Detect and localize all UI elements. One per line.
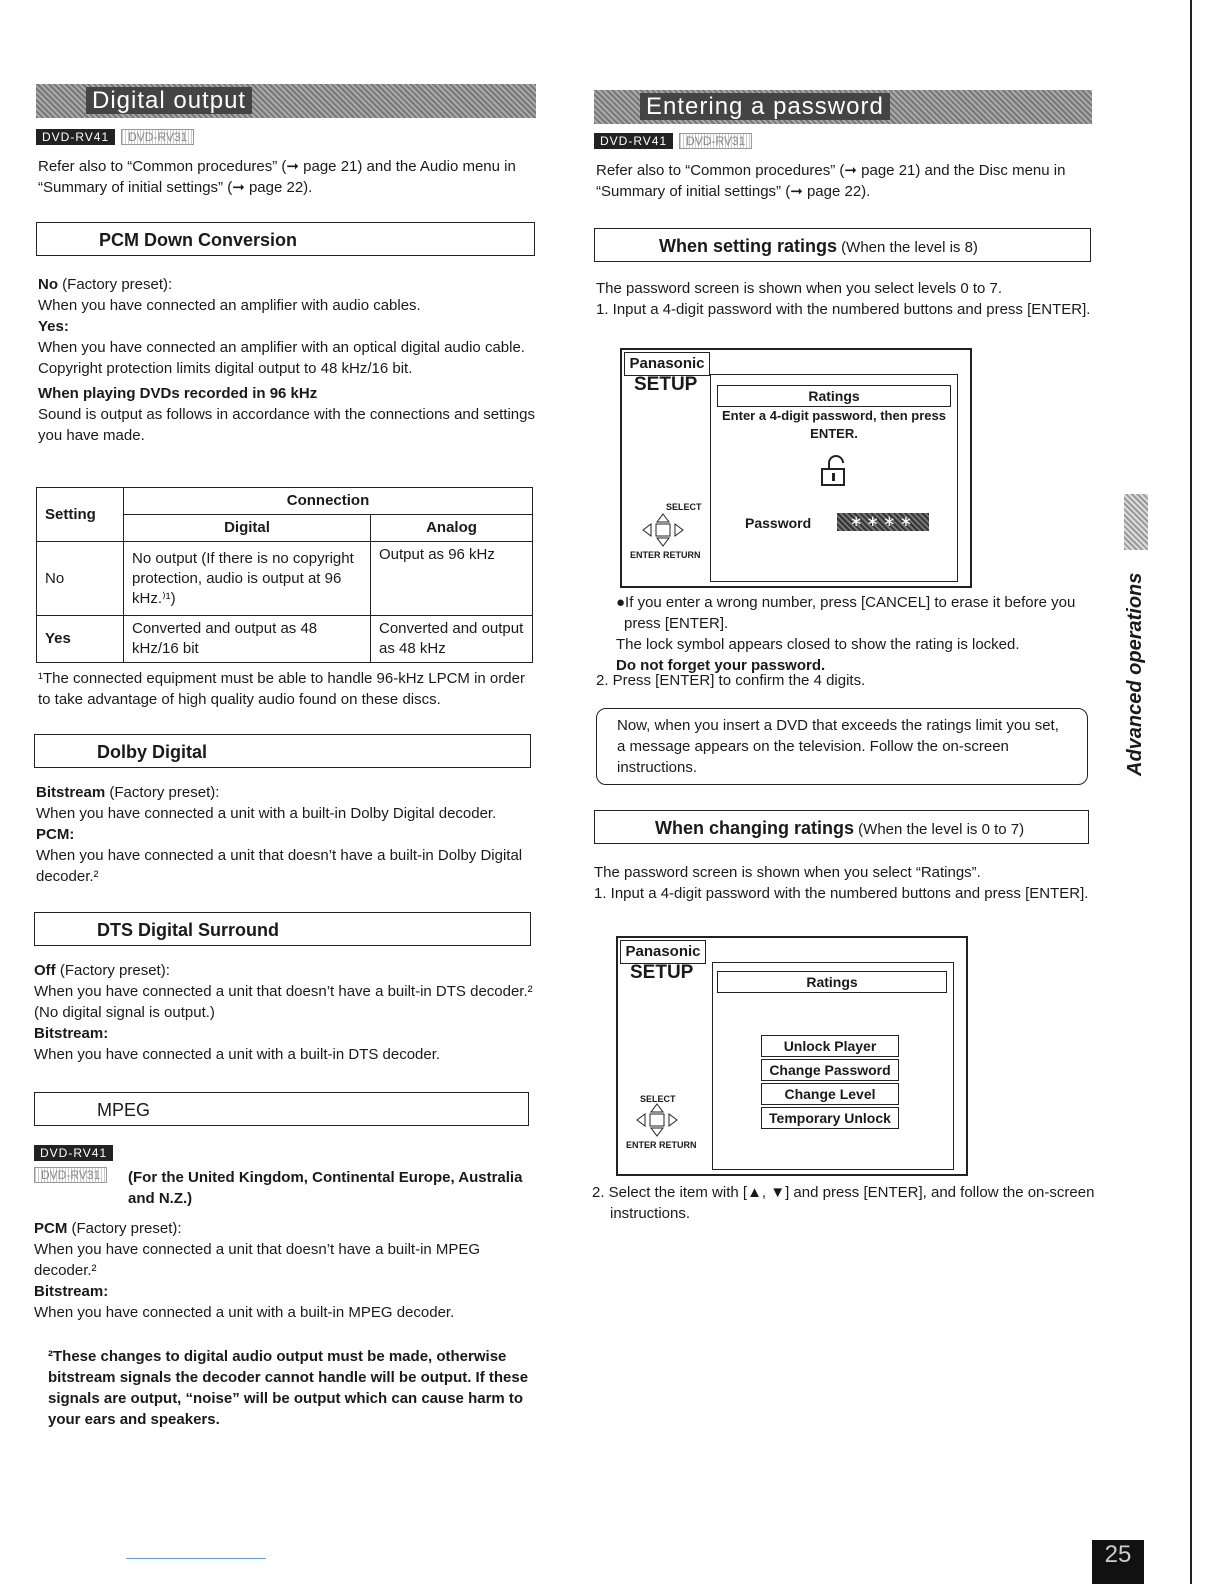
ratings-menu: [761, 1035, 899, 1131]
model-badge-secondary: DVD-RV31: [679, 133, 752, 149]
password-prompt: Enter a 4-digit password, then press ENTER.: [722, 408, 946, 441]
dolby-options: Bitstream (Factory preset): When you have connected a unit with a built-in Dolby Digital decoder. PCM: When you have connected a unit that doesn’t have a built-in Dolby Digital decoder.²: [36, 784, 523, 885]
panel-title: Ratings: [717, 385, 951, 407]
dpad-icon: [634, 1102, 680, 1138]
section-title-digital-output: Digital output: [36, 84, 536, 118]
table-header-analog: Analog: [371, 515, 533, 542]
page-number: 25: [1092, 1540, 1144, 1584]
page-edge: [1190, 0, 1192, 1584]
ratings-panel: [712, 962, 954, 1170]
ratings-menu-screen: [616, 936, 968, 1176]
password-field[interactable]: ∗∗∗∗: [837, 513, 929, 531]
model-badge: DVD-RV41: [594, 133, 673, 149]
dpad-icon: [640, 512, 686, 548]
model-badge: DVD-RV41: [36, 129, 115, 145]
sidebar-label: Advanced operations: [1124, 572, 1146, 776]
model-badges: [36, 128, 194, 146]
ratings-panel: [710, 374, 958, 582]
dolby-heading: Dolby Digital: [34, 734, 531, 768]
setting-ratings-text: The password screen is shown when you select levels 0 to 7. 1. Input a 4-digit password with the numbered buttons and press [ENTER].: [596, 280, 1091, 318]
dts-heading: DTS Digital Surround: [34, 912, 531, 946]
table-header-connection: Connection: [124, 488, 533, 515]
sidebar-tab: [1124, 494, 1148, 550]
dts-options: Off (Factory preset): When you have connected a unit that doesn’t have a built-in DTS decoder.² (No digital signal is output.) Bitstream: When you have connected a unit with a built-in DTS decoder.: [34, 962, 533, 1063]
pcm-options: No (Factory preset): When you have connected an amplifier with audio cables. Yes: When you have connected an amplifier with an optical digital audio cable. Copyright protection limits digital output to 48 kHz/16 bit. When playing DVDs recorded in 96 kHz Sound is output as follows in accordance with the connections and settings you have made.: [38, 276, 535, 444]
changing-ratings-text: The password screen is shown when you select “Ratings”. 1. Input a 4-digit password with the numbered buttons and press [ENTER].: [594, 864, 1089, 902]
password-notes: ●If you enter a wrong number, press [CANCEL] to erase it before you press [ENTER]. The lock symbol appears closed to show the rating is locked. Do not forget your password.: [616, 594, 1076, 674]
setting-ratings-heading: When setting ratings (When the level is 8): [594, 228, 1091, 262]
step-2: 2. Select the item with [▲, ▼] and press [ENTER], and follow the on-screen instructions.: [592, 1184, 1095, 1222]
mpeg-options: PCM (Factory preset): When you have connected a unit that doesn’t have a built-in MPEG decoder.² Bitstream: When you have connected a unit with a built-in MPEG decoder.: [34, 1220, 481, 1321]
model-badges: [594, 132, 752, 150]
change-password-button[interactable]: Change Password: [761, 1059, 899, 1081]
table-row: Yes Converted and output as 48 kHz/16 bit Converted and output as 48 kHz: [37, 616, 533, 663]
changing-ratings-heading: When changing ratings (When the level is 0 to 7): [594, 810, 1089, 844]
table-header-setting: Setting: [37, 488, 124, 542]
pcm-heading: PCM Down Conversion: [36, 222, 535, 256]
model-badge-secondary: DVD-RV31: [121, 129, 194, 145]
intro-text: Refer also to “Common procedures” (➞ page 21) and the Disc menu in “Summary of initial settings” (➞ page 22).: [596, 162, 1066, 200]
select-label: SELECT: [640, 1094, 676, 1104]
table-row: No No output (If there is no copyright protection, audio is output at 96 kHz.⁾¹) Output as 96 kHz: [37, 542, 533, 616]
brand-logo: Panasonic: [624, 352, 710, 376]
section-title-password: Entering a password: [594, 90, 1092, 124]
intro-text: Refer also to “Common procedures” (➞ page 21) and the Audio menu in “Summary of initial settings” (➞ page 22).: [38, 158, 516, 196]
password-label: Password: [745, 515, 812, 531]
mpeg-badges: [34, 1144, 113, 1162]
model-badge-secondary: DVD-RV31: [34, 1167, 107, 1183]
table-header-digital: Digital: [124, 515, 371, 542]
enter-return-label: ENTER RETURN: [626, 1140, 697, 1150]
table-footnote: ¹The connected equipment must be able to handle 96-kHz LPCM in order to take advantage of high quality audio found on these discs.: [38, 670, 525, 708]
temporary-unlock-button[interactable]: Temporary Unlock: [761, 1107, 899, 1129]
mpeg-heading: MPEG: [34, 1092, 529, 1126]
connection-table: [36, 487, 533, 663]
ratings-note: Now, when you insert a DVD that exceeds the ratings limit you set, a message appears on the television. Follow the on-screen instructions.: [596, 708, 1088, 785]
enter-return-label: ENTER RETURN: [630, 550, 701, 560]
setup-label: SETUP: [634, 374, 698, 395]
change-level-button[interactable]: Change Level: [761, 1083, 899, 1105]
lock-open-icon: [819, 455, 853, 487]
mpeg-badge2-wrap: [34, 1166, 107, 1184]
divider: [126, 1558, 266, 1559]
warning-note: ²These changes to digital audio output must be made, otherwise bitstream signals the decoder cannot handle will be output. If these signals are output, “noise” will be output which can cause harm to your ears and speakers.: [48, 1348, 529, 1428]
password-screen: [620, 348, 972, 588]
step-2: 2. Press [ENTER] to confirm the 4 digits.: [596, 672, 866, 689]
unlock-player-button[interactable]: Unlock Player: [761, 1035, 899, 1057]
mpeg-region: (For the United Kingdom, Continental Europe, Australia and N.Z.): [128, 1169, 523, 1207]
brand-logo: Panasonic: [620, 940, 706, 964]
select-label: SELECT: [666, 502, 702, 512]
setup-label: SETUP: [630, 962, 694, 983]
model-badge: DVD-RV41: [34, 1145, 113, 1161]
panel-title: Ratings: [717, 971, 947, 993]
